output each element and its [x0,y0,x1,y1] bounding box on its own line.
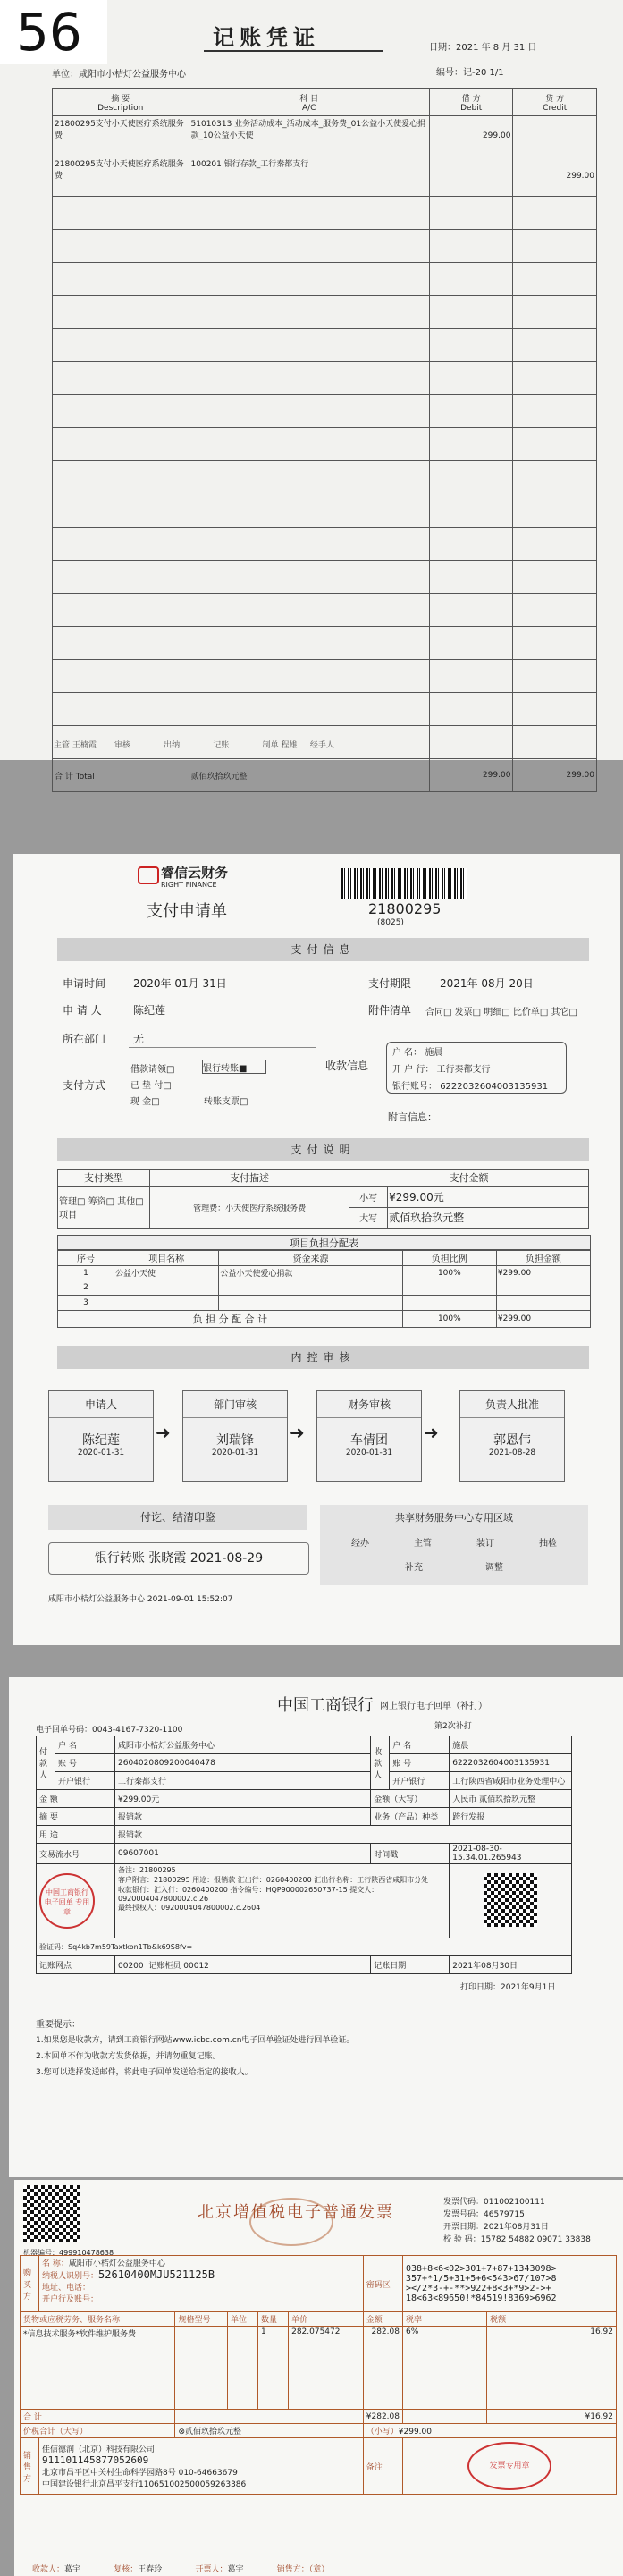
voucher-page [0,0,623,781]
voucher-number: 编号：记-20 1/1 [436,68,504,78]
attach-options: 合同□ 发票□ 明细□ 比价单□ 其它□ [425,1008,577,1018]
pay-period: 2021年 08月 20日 [440,977,534,990]
section-control: 内控审核 [57,1346,589,1369]
invoice-meta: 发票代码：011002100111 发票号码：46579715 开票日期：2021年08月31日 校 验 码：15782 54882 09071 33838 [443,2198,591,2244]
dept: 无 [133,1033,145,1045]
alloc-row: 2 [58,1280,591,1296]
seller-seal: 发票专用章 [467,2442,551,2490]
addl-label: 附言信息： [388,1111,437,1123]
voucher-title: 记账凭证 [213,25,320,50]
alloc-table: 序号 项目名称 资金来源 负担比例 负担金额 1 公益小天使 公益小天使爱心捐款 100% ¥299.00 2 3 负 担 分 配 合 计 100% ¥299.00 [57,1249,591,1328]
invoice-table: 购买方 名 称：咸阳市小桔灯公益服务中心 纳税人识别号：52610400MJU521125B 地址、电话： 开户行及账号： 密码区 038+8<6<02>301+7+87+1343098> 357+*1/5+31+5+6<543>67/107>8 ></2*3-+-**>922+8<3+*9>2->+ 18<63<89650!*84519!8369>6962 货物或应税劳务、服务名称 规格型号 单位 数量 单价 金额 税率 税额 *信息技术服务*软件维护服务费 1 282.075472 282.08 6% 16.92 合 计 ¥282.08 ¥16.92 价税合计（大写） ⊗贰佰玖拾玖元整 （小写）¥299.00 销售方 佳信德润（北京）科技有限公司 911101145877052609 北京市昌平区中关村生命科学园路8号 010-64663679 中国建设银行北京昌平支行110651002500059263386 备注 发票专用章 [20,2255,617,2495]
bank-stamp: 中国工商银行 电子回单 专用章 [39,1873,95,1929]
pay-desc-table: 支付类型 支付描述 支付金额 管理□ 筹资□ 其他□ 项目 管理费：小天使医疗系统服务费 小写 ¥299.00元 大写 贰佰玖拾玖元整 [57,1169,589,1229]
method-opt: 现 金□ [130,1097,160,1107]
header-subject: 科 目 A/C [189,89,429,116]
header-debit: 借 方 Debit [429,89,513,116]
voucher-row: 21800295支付小天使医疗系统服务费 100201 银行存款_工行秦都支行 299.00 [53,156,597,197]
title-underline [204,50,383,55]
invoice-title: 北京增值税电子普通发票 [198,2203,394,2222]
voucher-footer: 主管 王楠霞 审核 出纳 记账 制单 程雄 经手人 [54,741,334,750]
invoice-item-row: *信息技术服务*软件维护服务费 1 282.075472 282.08 6% 16.92 [21,2327,617,2410]
alloc-row: 1 公益小天使 公益小天使爱心捐款 100% ¥299.00 [58,1266,591,1280]
attach-label: 附件清单 [368,1004,412,1017]
flow-step: 财务审核 车倩团 2020-01-31 [316,1390,422,1482]
bank-notes: 1.如果您是收款方，请到工商银行网站www.icbc.com.cn电子回单验证处进行回单验证。 2.本回单不作为收款方发货依据，并请勿重复记账。 3.您可以选择发送邮件，将此电子回单发送给指定的接收人。 [36,2036,355,2077]
dept-label: 所在部门 [63,1033,106,1045]
shared-area: 共享财务服务中心专用区域 经办 主管 装订 抽检 补充 调整 [320,1505,588,1585]
voucher-date: 日期：2021 年 8 月 31 日 [429,43,537,53]
method-opt: 转账支票□ [204,1097,248,1107]
flow-step: 负责人批准 郭恩伟 2021-08-28 [459,1390,565,1482]
barcode-sub: (8025) [377,918,404,927]
voucher-table [52,88,597,792]
corner-number: 56 [16,2,82,63]
bank-receipt-page [9,1677,623,2177]
flow-step: 部门审核 刘瑞锋 2020-01-31 [182,1390,288,1482]
method-opt: 已 垫 付□ [130,1081,172,1091]
payee-label: 收款信息 [325,1060,369,1072]
alloc-title: 项目负担分配表 [57,1235,591,1251]
payment-title: 支付申请单 [147,902,227,921]
applicant-label: 申 请 人 [63,1004,102,1017]
header-summary: 摘 要 Description [53,89,189,116]
applicant: 陈纪莲 [133,1004,166,1017]
flow-step: 申请人 陈纪莲 2020-01-31 [48,1390,154,1482]
header-credit: 贷 方 Credit [513,89,597,116]
invoice-qr-code [23,2185,80,2242]
voucher-total-row: 合 计 Total 贰佰玖拾玖元整 299.00 299.00 [53,759,597,792]
receipt-number: 电子回单号码：0043-4167-7320-1100 [36,1726,183,1735]
arrow-right-icon: ➜ [424,1422,439,1443]
section-pay-desc: 支付说明 [57,1138,589,1161]
bank-title: 中国工商银行 [277,1696,374,1715]
invoice-page: 机器编号：499910478638 北京增值税电子普通发票 发票代码：011002100111 发票号码：46579715 开票日期：2021年08月31日 校 验 码：15782 54882 09071 33838 购买方 名 称：咸阳市小桔灯公益服务中心 纳税人识别号：52610400MJU521125B 地址、电话： 开户行及账号： 密码区 038+8<6<02>301+7+87+1343098> 357+*1/5+31+5+6<543>67/107>8 ></2*3-+-**>922+8<3+*9>2->+ 18<63<89650!*84519!8369>6962 货物或应税劳务、服务名称 规格型号 单位 数量 单价 金额 税率 税额 *信息技术服务*软件维护服务费 1 282.075472 282.08 6% 16.92 合 计 ¥282.08 ¥16.92 价税合计（大写） ⊗贰佰玖拾玖元整 （小写）¥299.00 销售方 佳信德润（北京）科技有限公司 911101145877052609 北京市昌平区中关村生命科学园路8号 010-64663679 中国建设银行北京昌平支行110651002500059263386 备注 发票专用章 收款人：葛宇 复核：王春玲 开票人：葛宇 销售方：（章） [14,2180,623,2576]
method-label: 支付方式 [63,1079,106,1092]
voucher-unit: 单位：咸阳市小桔灯公益服务中心 [52,70,186,80]
brand-name-en: RIGHT FINANCE [161,881,217,889]
corner-label-box [0,0,107,64]
pay-stamp: 银行转账 张晓霞 2021-08-29 [48,1542,309,1575]
invoice-footer: 收款人：葛宇 复核：王春玲 开票人：葛宇 销售方：（章） [32,2565,330,2574]
bank-table: 付款人 户 名 咸阳市小桔灯公益服务中心 收款人 户 名 施晨 账 号 2604020809200040478 账 号 6222032604003135931 开户银行 工行秦都支行 开户银行 工行陕西省咸阳市业务处理中心 金 额 ¥299.00元 金额（大写） 人民币 贰佰玖拾玖元整 摘 要 报销款 业务（产品）种类 跨行发报 用 途 报销款 交易流水号 09607001 时间戳 2021-08-30-15.34.01.265943 中国工商银行 电子回单 专用章 备注：21800295 客户附言：21800295 用途：报销款 汇出行：0260400200 汇出行名称：工行陕西省咸阳市分处 收款银行：汇入行：0260400200 指令编号：HQP900002650737-15 提交人：0920004047800002.c.26 最终授权人：0920004047800002.c.2604 验证码：Sq4kb7m59Taxtkon1Tb&k69S8fv= 记账网点 00200 记账柜员 00012 记账日期 2021年08月30日 [36,1736,572,1974]
payee-box: 户 名： 施晨 开 户 行： 工行秦都支行 银行账号： 6222032604003135931 [386,1042,567,1094]
arrow-right-icon: ➜ [156,1422,171,1443]
payment-footer: 咸阳市小桔灯公益服务中心 2021-09-01 15:52:07 [48,1595,233,1604]
arrow-right-icon: ➜ [290,1422,305,1443]
invoice-seal-icon [249,2198,333,2246]
payment-request-page [13,854,620,1645]
apply-time-label: 申请时间 [63,977,106,990]
alloc-row: 3 [58,1296,591,1311]
section-pay-info: 支付信息 [57,938,589,961]
print-times: 第2次补打 [434,1722,472,1731]
print-date: 打印日期：2021年9月1日 [460,1983,556,1992]
bank-subtitle: 网上银行电子回单（补打） [380,1702,487,1711]
barcode [341,868,467,899]
brand-logo-icon [138,866,159,884]
pay-stamp-label: 付讫、结清印鉴 [48,1505,307,1530]
barcode-number: 21800295 [368,900,442,917]
qr-code [484,1873,537,1927]
method-opt: 借款请领□ [130,1065,175,1075]
pay-period-label: 支付期限 [368,977,412,990]
brand-name: 睿信云财务 [161,865,229,881]
apply-time: 2020年 01月 31日 [133,977,227,990]
voucher-row: 21800295支付小天使医疗系统服务费 51010313 业务活动成本_活动成本_服务费_01公益小天使爱心捐款_10公益小天使 299.00 [53,116,597,156]
notes-title: 重要提示： [36,2020,80,2030]
method-bank-transfer: 银行转账■ [202,1060,266,1074]
bank-detail: 备注：21800295 客户附言：21800295 用途：报销款 汇出行：0260400200 汇出行名称：工行陕西省咸阳市分处 收款银行：汇入行：0260400200 指令编号：HQP900002650737-15 提交人：0920004047800002.c.26 最终授权人：0920004047800002.c.2604 [115,1864,450,1938]
